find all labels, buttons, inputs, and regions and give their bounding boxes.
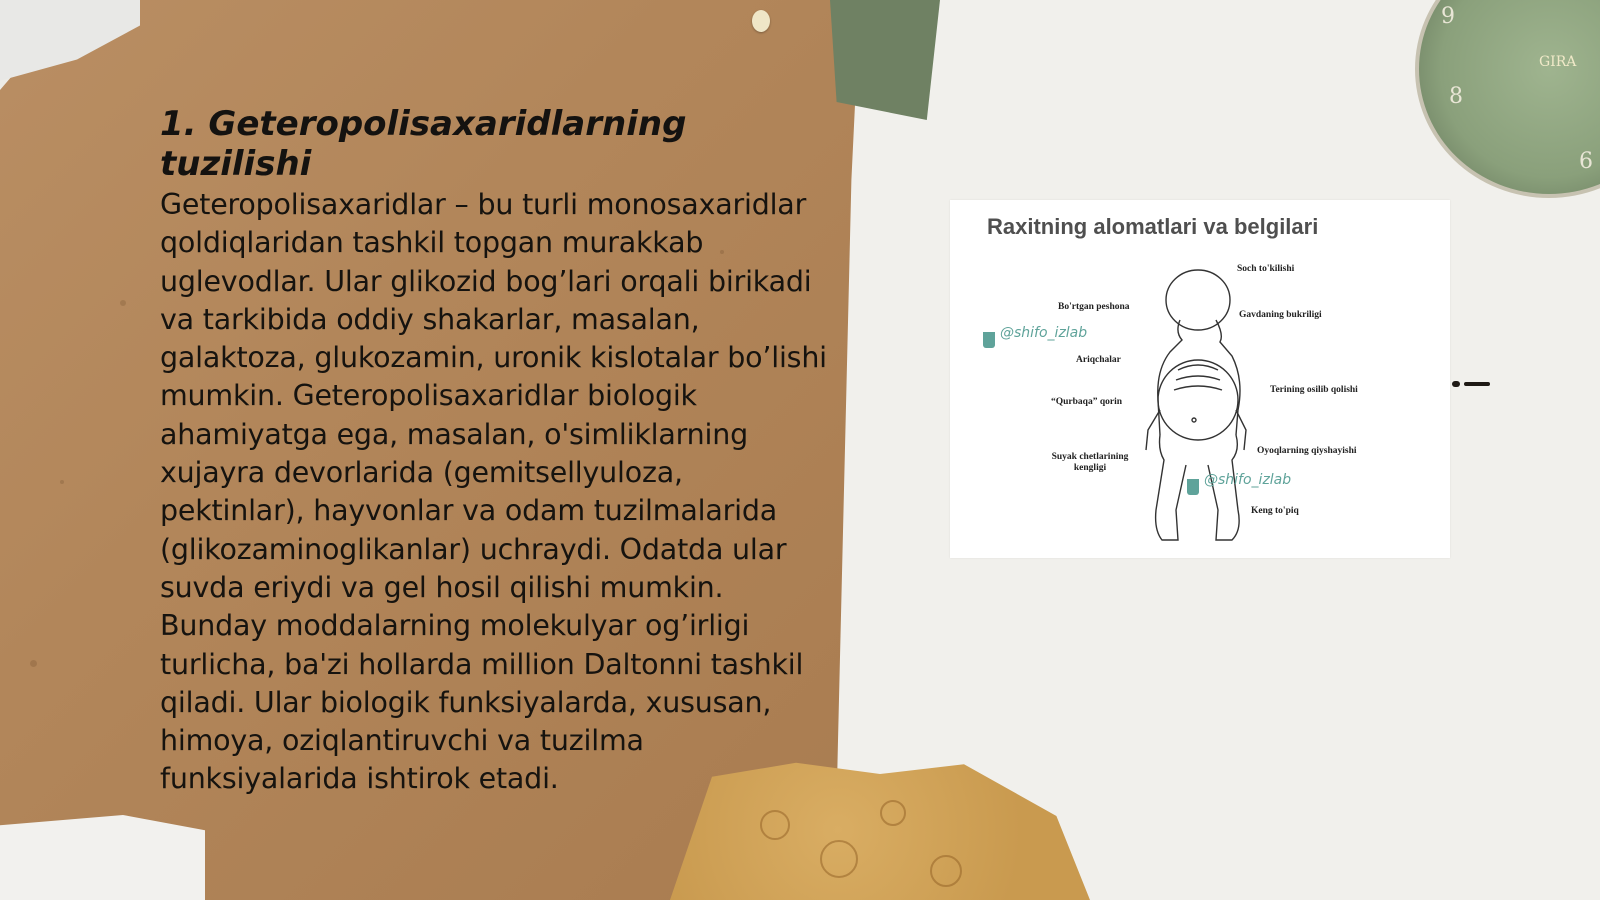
- label-wide-ankle: Keng to'piq: [1251, 506, 1299, 516]
- label-hunched-body: Gavdaning bukriligi: [1239, 310, 1322, 320]
- watermark-top: @shifo_izlab: [1000, 325, 1088, 341]
- torn-paper-bottom: [0, 815, 205, 900]
- label-curved-legs: Oyoqlarning qiyshayishi: [1257, 446, 1357, 456]
- label-bone-edges: Suyak chetlarining kengligi: [1051, 452, 1129, 473]
- pin-icon: [752, 10, 770, 32]
- slide-body-text: Geteropolisaxaridlar – bu turli monosaxaridlar qoldiqlaridan tashkil topgan murakkab uglevodlar. Ular glikozid bog’lari orqali birikadi va tarkibida oddiy shakarlar, masalan, galaktoza, glukozamin, uronik kislotalar bo’lishi mumkin. Geteropolisaxaridlar biologik ahamiyatga ega, masalan, o'simliklarning xujayra devorlarida (gemitsellyuloza, pektinlar), hayvonlar va odam tuzilmalarida (glikozaminoglikanlar) uchraydi. Odatda ular suvda eriydi va gel hosil qilishi mumkin. Bunday moddalarning molekulyar og’irligi turlicha, ba'zi hollarda million Daltonni tashkil qiladi. Ular biologik funksiyalarda, xususan, himoya, oziqlantiruvchi va tuzilma funksiyalarida ishtirok etadi.: [160, 188, 827, 796]
- watermark-bottom: @shifo_izlab: [1204, 472, 1292, 488]
- dash-decoration-icon: [1452, 380, 1492, 388]
- label-grooves: Ariqchalar: [1076, 355, 1121, 365]
- label-hair-loss: Soch to'kilishi: [1237, 264, 1295, 274]
- clock-brand-text: GIRA: [1539, 54, 1577, 70]
- label-bulging-forehead: Bo'rtgan peshona: [1058, 302, 1130, 312]
- baby-illustration-icon: [1120, 260, 1270, 550]
- label-sagging-skin: Terining osilib qolishi: [1270, 385, 1358, 395]
- slide-title: 1. Geteropolisaxaridlarning tuzilishi: [160, 104, 687, 184]
- label-frog-belly: “Qurbaqa” qorin: [1051, 397, 1123, 407]
- clock-numeral-6: 6: [1579, 149, 1593, 174]
- watermark-cup-icon: [983, 332, 995, 348]
- watermark-cup-icon: [1187, 479, 1199, 495]
- figure-title: Raxitning alomatlari va belgilari: [987, 214, 1319, 239]
- rickets-figure: [950, 200, 1450, 558]
- clock-numeral-9: 9: [1441, 4, 1455, 29]
- clock-numeral-8: 8: [1449, 84, 1463, 109]
- green-tape: [830, 0, 940, 120]
